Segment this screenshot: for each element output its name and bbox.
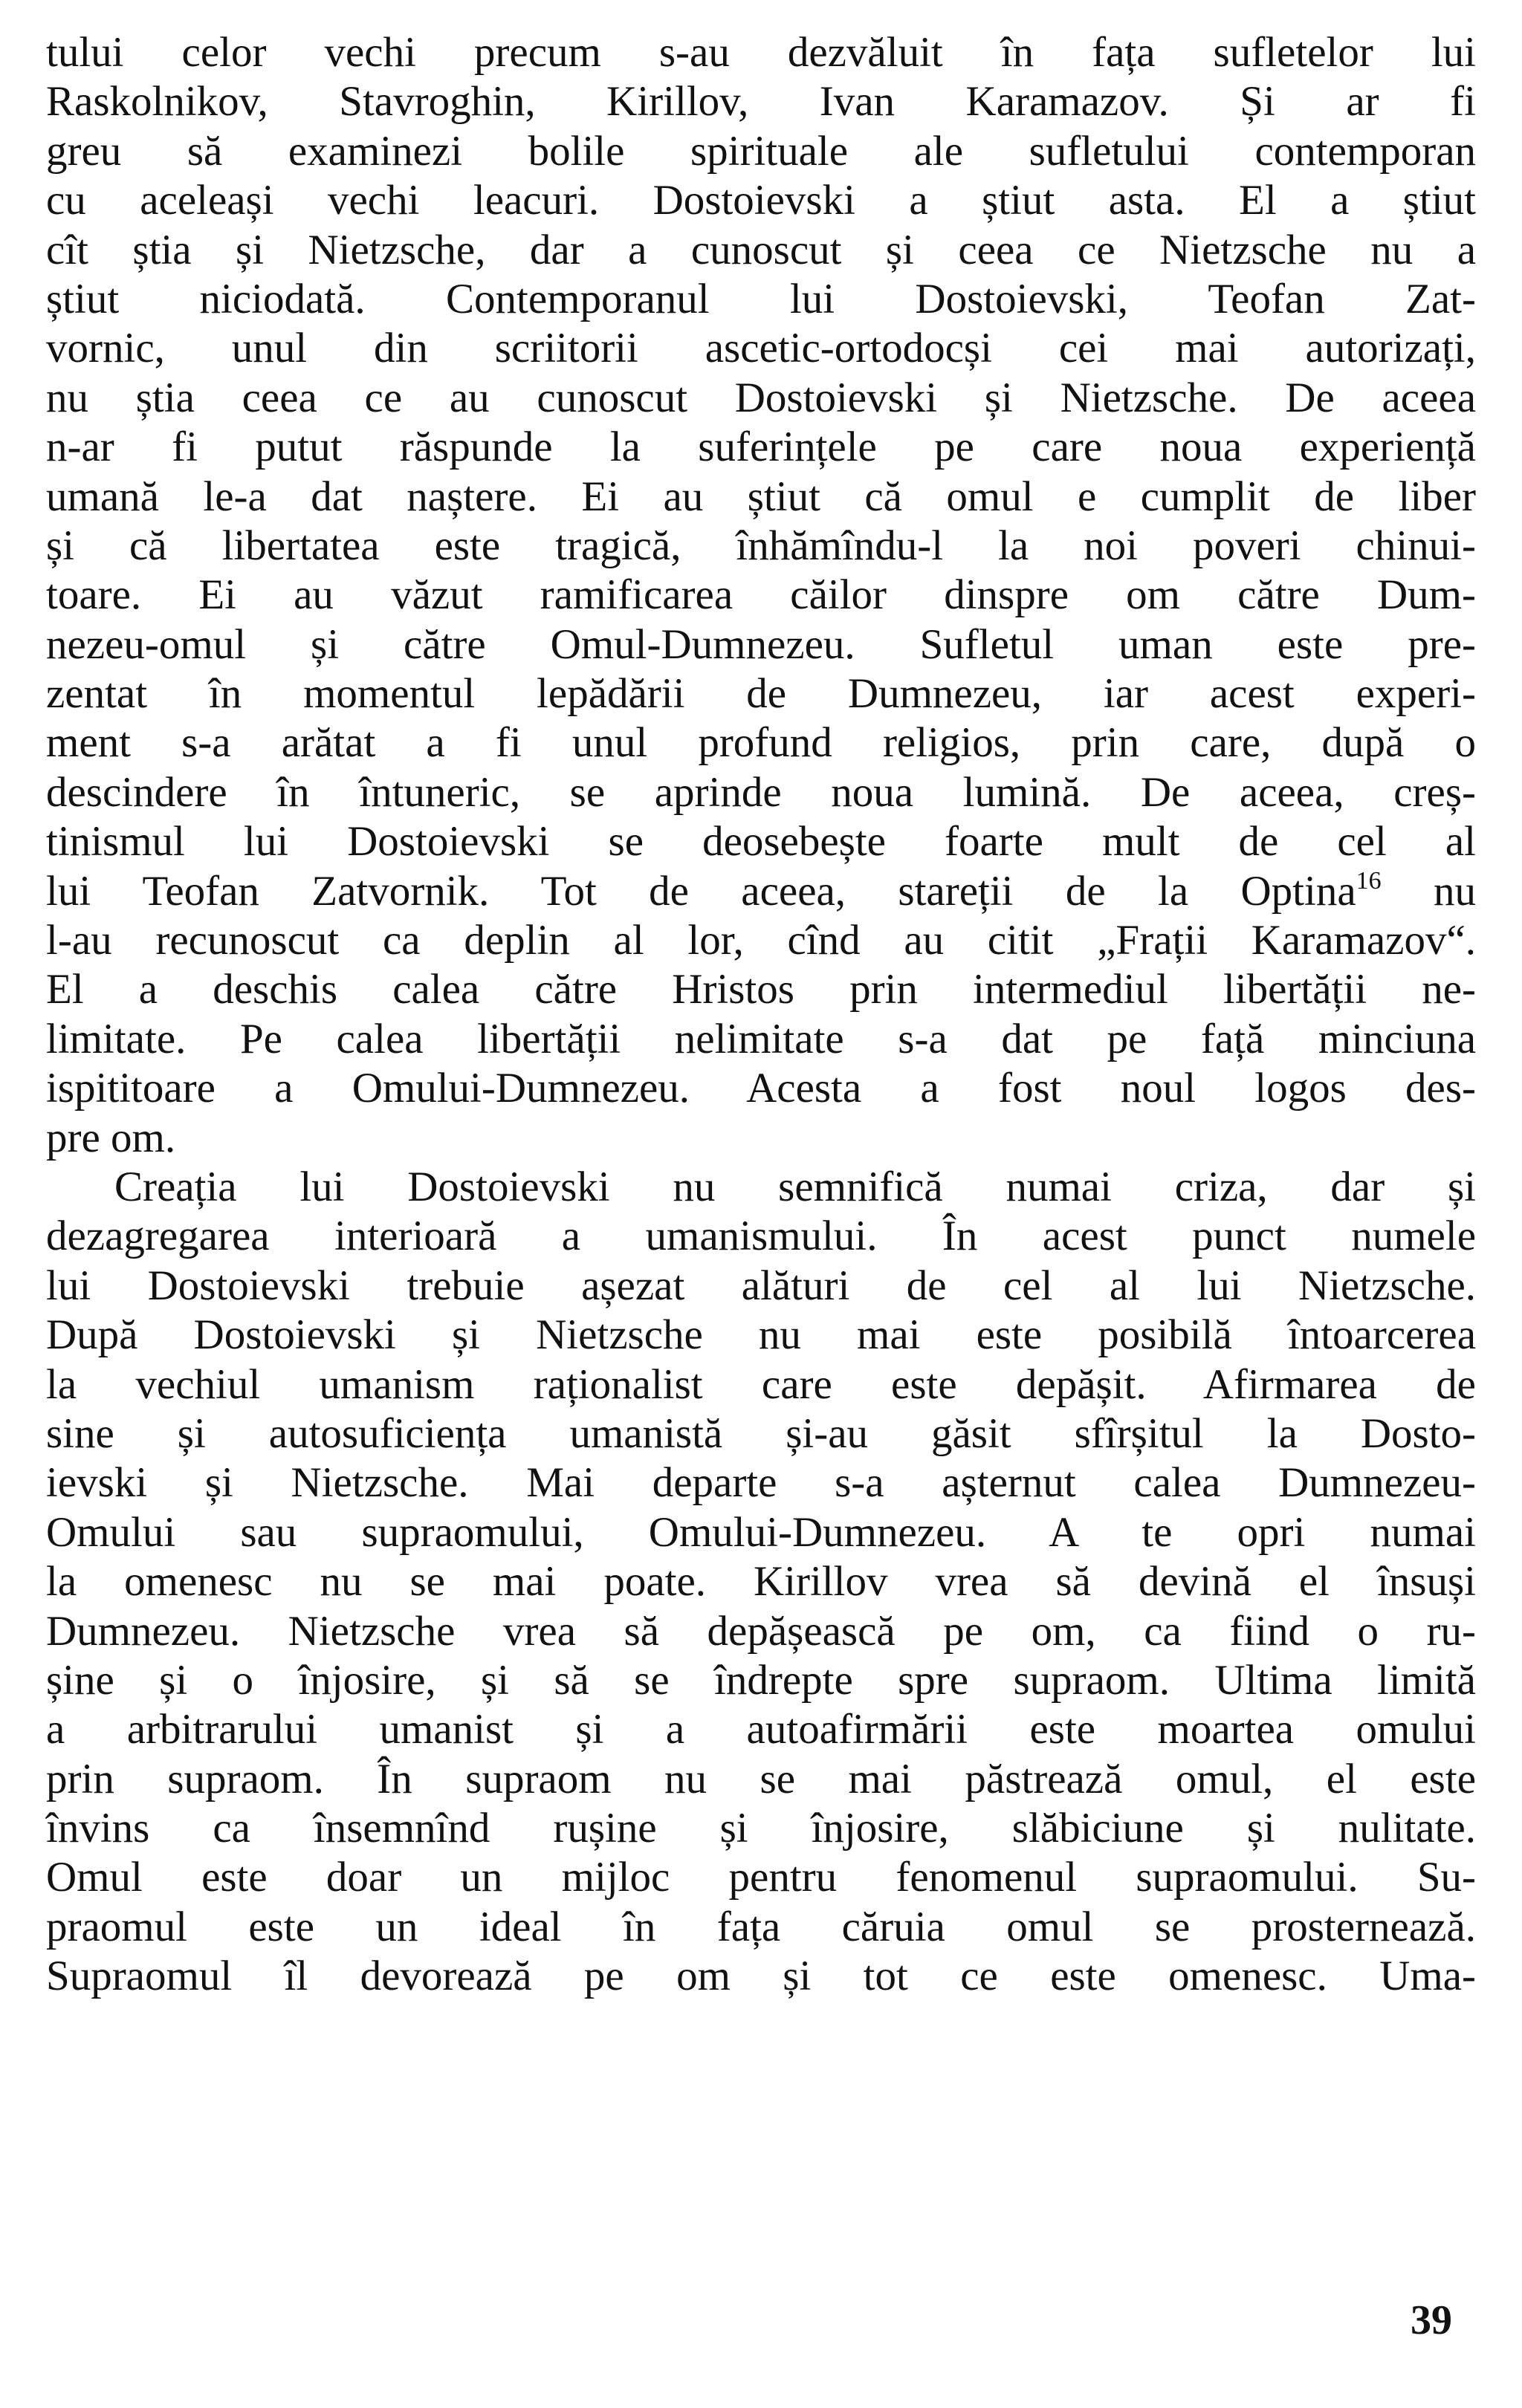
text-line: Raskolnikov, Stavroghin, Kirillov, Ivan Karamazov. Și ar fi [46, 78, 1476, 126]
text-line: El a deschis calea către Hristos prin intermediul libertății ne- [46, 966, 1476, 1013]
text-line: vornic, unul din scriitorii ascetic-ortodocși cei mai autorizați, [46, 325, 1476, 372]
text-line: praomul este un ideal în fața căruia omul se prosternează. [46, 1903, 1476, 1950]
line-text-continuation: nu [1381, 867, 1477, 915]
text-line: Omul este doar un mijloc pentru fenomenul supraomului. Su- [46, 1854, 1476, 1901]
text-line: învins ca însemnînd rușine și înjosire, slăbiciune și nulitate. [46, 1805, 1476, 1852]
text-line: lui Dostoievski trebuie așezat alături de cel al lui Nietzsche. [46, 1262, 1476, 1309]
text-line: ment s-a arătat a fi unul profund religios, prin care, după o [46, 719, 1476, 767]
text-line: la omenesc nu se mai poate. Kirillov vrea să devină el însuși [46, 1558, 1476, 1606]
page-number: 39 [1411, 2297, 1452, 2343]
text-line: tinismul lui Dostoievski se deosebește foarte mult de cel al [46, 818, 1476, 866]
text-line: nu știa ceea ce au cunoscut Dostoievski și Nietzsche. De aceea [46, 374, 1476, 421]
text-line: ispititoare a Omului-Dumnezeu. Acesta a fost noul logos des- [46, 1065, 1476, 1112]
text-line: prin supraom. În supraom nu se mai păstrează omul, el este [46, 1755, 1476, 1802]
text-line: sine și autosuficiența umanistă și-au găsit sfîrșitul la Dosto- [46, 1409, 1476, 1457]
line-text: lui Teofan Zatvornik. Tot de aceea, stareții de la Optina [46, 867, 1356, 915]
text-line: știut niciodată. Contemporanul lui Dostoievski, Teofan Zat- [46, 275, 1476, 322]
text-line: a arbitrarului umanist și a autoafirmării este moartea omului [46, 1706, 1476, 1753]
text-line: cît știa și Nietzsche, dar a cunoscut și ceea ce Nietzsche nu a [46, 226, 1476, 273]
text-line: După Dostoievski și Nietzsche nu mai este posibilă întoarcerea [46, 1311, 1476, 1359]
text-line: nezeu-omul și către Omul-Dumnezeu. Sufletul uman este pre- [46, 620, 1476, 668]
text-line: n-ar fi putut răspunde la suferințele pe care noua experiență [46, 423, 1476, 471]
text-line: Supraomul îl devorează pe om și tot ce este omenesc. Uma- [46, 1953, 1476, 2000]
text-line: l-au recunoscut ca deplin al lor, cînd au citit „Frații Karamazov“. [46, 917, 1476, 964]
text-line: ievski și Nietzsche. Mai departe s-a așternut calea Dumnezeu- [46, 1459, 1476, 1507]
paragraph-1 [46, 28, 1476, 1163]
text-line: Dumnezeu. Nietzsche vrea să depășească pe om, ca fiind o ru- [46, 1607, 1476, 1655]
text-line: greu să examinezi bolile spirituale ale sufletului contemporan [46, 127, 1476, 175]
text-line: tului celor vechi precum s-au dezvăluit în fața sufletelor lui [46, 29, 1476, 76]
text-line: șine și o înjosire, și să se îndrepte spre supraom. Ultima limită [46, 1656, 1476, 1704]
text-line: și că libertatea este tragică, înhămîndu-l la noi poveri chinui- [46, 522, 1476, 569]
body-text [46, 28, 1476, 2002]
text-line-with-footnote [46, 867, 1476, 916]
text-line: Omului sau supraomului, Omului-Dumnezeu. A te opri numai [46, 1508, 1476, 1556]
paragraph-2 [46, 1163, 1476, 2002]
text-line: cu aceleași vechi leacuri. Dostoievski a știut asta. El a știut [46, 177, 1476, 224]
text-line: umană le-a dat naștere. Ei au știut că omul e cumplit de liber [46, 473, 1476, 520]
text-line: descindere în întuneric, se aprinde noua lumină. De aceea, creș- [46, 768, 1476, 816]
text-line: Creația lui Dostoievski nu semnifică numai criza, dar și [114, 1163, 1476, 1210]
text-line: toare. Ei au văzut ramificarea căilor dinspre om către Dum- [46, 571, 1476, 619]
text-line: la vechiul umanism raționalist care este depășit. Afirmarea de [46, 1360, 1476, 1408]
text-line: limitate. Pe calea libertății nelimitate s-a dat pe față minciuna [46, 1015, 1476, 1062]
text-line: zentat în momentul lepădării de Dumnezeu, iar acest experi- [46, 670, 1476, 718]
text-line: dezagregarea interioară a umanismului. În acest punct numele [46, 1213, 1476, 1260]
text-line: pre om. [46, 1114, 176, 1161]
footnote-reference[interactable]: 16 [1356, 866, 1382, 895]
